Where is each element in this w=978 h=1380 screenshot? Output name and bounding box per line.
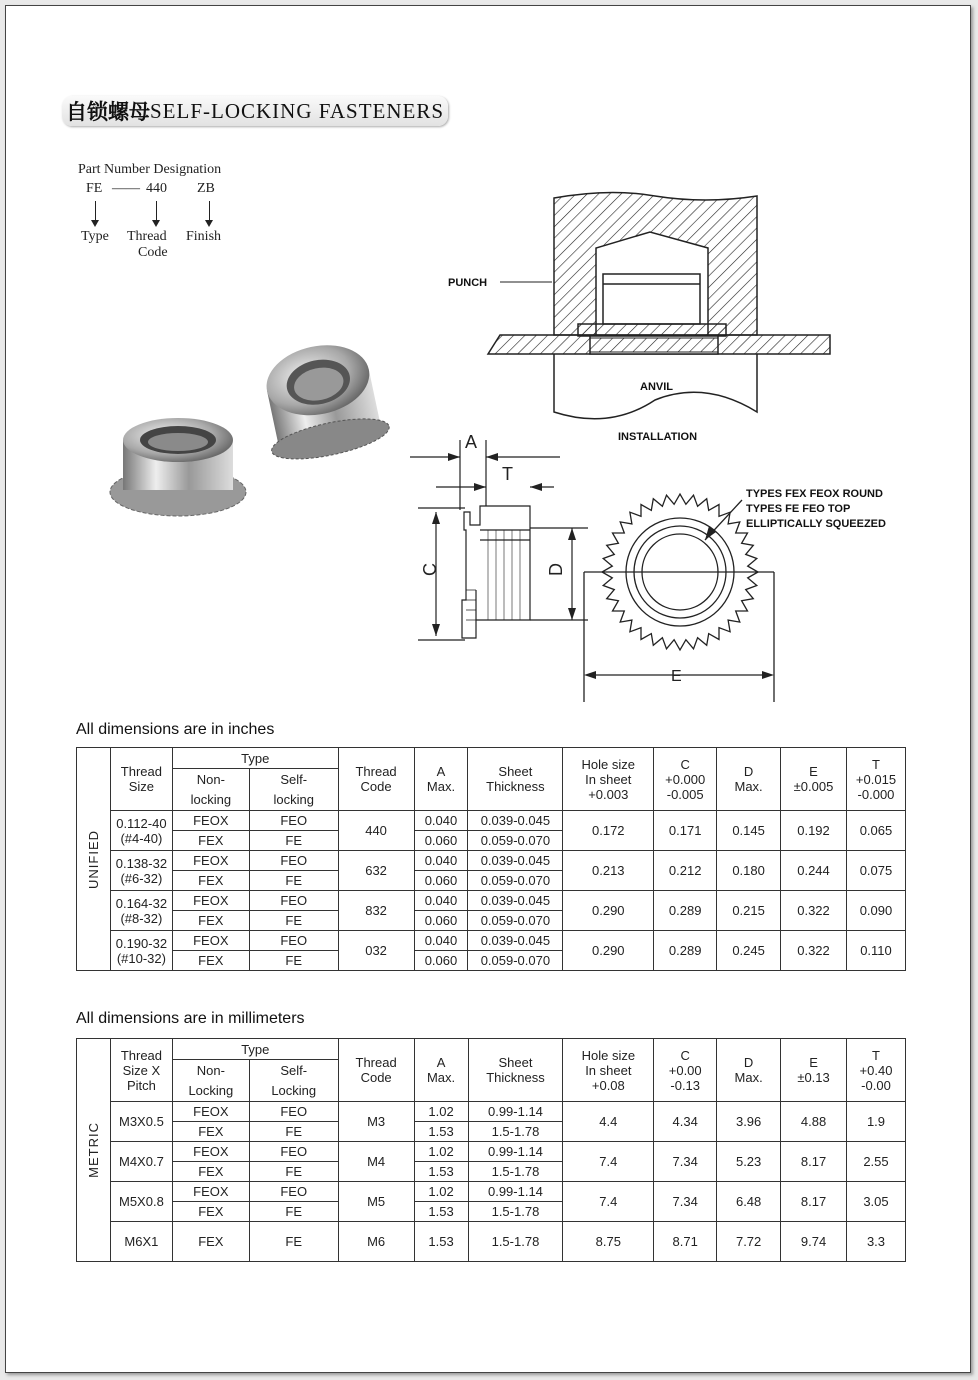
cell-self-locking: FE — [249, 1202, 338, 1222]
inch-caption: All dimensions are in inches — [76, 721, 275, 738]
header-line: In sheet — [585, 771, 632, 787]
cell-non-locking: FEOX — [172, 851, 249, 871]
cell-non-locking: FEOX — [172, 1102, 249, 1122]
cell-c: 0.212 — [654, 851, 717, 891]
header-line: E — [809, 764, 818, 779]
cell-size — [110, 1222, 172, 1262]
header-line: D — [743, 764, 754, 779]
cell-c: 8.71 — [654, 1222, 717, 1262]
cell-thread-code: M6 — [338, 1222, 414, 1262]
header-line: Hole size — [581, 1047, 636, 1063]
cell-sheet: 1.5-1.78 — [468, 1222, 563, 1262]
note-squeezed: ELLIPTICALLY SQUEEZED — [746, 518, 886, 530]
th-a — [414, 1039, 468, 1102]
cell-self-locking: FE — [249, 1162, 338, 1182]
header-line: C — [680, 756, 690, 772]
cell-c: 0.171 — [654, 811, 717, 851]
cell-t: 2.55 — [846, 1142, 905, 1182]
header-line: Size X — [122, 1062, 161, 1078]
cell-non-locking: FEOX — [172, 811, 249, 831]
cell-self-locking: FE — [249, 871, 338, 891]
code-finish: ZB — [197, 181, 215, 196]
table-row — [77, 1142, 906, 1162]
cell-sheet: 1.5-1.78 — [468, 1162, 563, 1182]
cell-hole: 0.172 — [563, 811, 654, 851]
cell-a: 0.060 — [414, 831, 468, 851]
cell-sheet: 1.5-1.78 — [468, 1122, 563, 1142]
th-non-locking — [172, 1060, 249, 1102]
cell-self-locking: FE — [249, 1222, 338, 1262]
cell-sheet: 1.5-1.78 — [468, 1202, 563, 1222]
cell-sheet: 0.99-1.14 — [468, 1102, 563, 1122]
size-line: 0.112-40 — [116, 815, 167, 831]
cell-self-locking: FEO — [249, 1182, 338, 1202]
note-round: TYPES FEX FEOX ROUND — [746, 488, 883, 500]
header-line: Thread — [355, 1055, 397, 1070]
cell-sheet: 0.039-0.045 — [468, 851, 563, 871]
size-line: (#10-32) — [116, 950, 166, 966]
cell-self-locking: FEO — [249, 1102, 338, 1122]
th-thread-size — [110, 748, 172, 811]
anvil-label: ANVIL — [640, 381, 673, 393]
header-line: Thread — [120, 764, 162, 779]
cell-a: 1.53 — [414, 1222, 468, 1262]
cell-c: 0.289 — [654, 891, 717, 931]
cell-non-locking: FEX — [172, 871, 249, 891]
header-line: Locking — [188, 1082, 234, 1098]
cell-non-locking: FEX — [172, 1202, 249, 1222]
header-line: In sheet — [585, 1062, 632, 1078]
cell-size — [110, 851, 172, 891]
installation-label: INSTALLATION — [618, 431, 698, 443]
header-line: Thread — [355, 764, 397, 779]
cell-d: 5.23 — [717, 1142, 781, 1182]
cell-d: 0.180 — [717, 851, 781, 891]
header-line: A — [436, 1055, 446, 1070]
header-line: Non- — [196, 771, 225, 787]
dash: —— — [112, 181, 140, 196]
size-line: M6X1 — [124, 1234, 159, 1249]
cell-thread-code: M4 — [338, 1142, 414, 1182]
th-c — [654, 1039, 717, 1102]
cell-t: 3.3 — [846, 1222, 905, 1262]
th-self-locking — [249, 1060, 338, 1102]
header-line: +0.00 — [668, 1062, 702, 1078]
size-line: M5X0.8 — [119, 1194, 164, 1209]
size-line: (#4-40) — [120, 830, 163, 846]
cell-sheet: 0.99-1.14 — [468, 1142, 563, 1162]
cell-sheet: 0.039-0.045 — [468, 891, 563, 911]
cell-thread-code: M5 — [338, 1182, 414, 1222]
cell-t: 0.075 — [846, 851, 905, 891]
size-line: M4X0.7 — [119, 1154, 164, 1169]
cell-non-locking: FEX — [172, 1222, 249, 1262]
table-row — [77, 891, 906, 911]
th-self-locking — [249, 769, 338, 811]
header-line: Max. — [734, 1070, 763, 1085]
side-label-cell — [77, 748, 111, 971]
table-row — [77, 1222, 906, 1262]
header-line: +0.000 — [665, 771, 706, 787]
header-line: Thickness — [486, 1070, 545, 1085]
cell-e: 8.17 — [781, 1182, 847, 1222]
cell-thread-code: 440 — [338, 811, 414, 851]
cell-size — [110, 1142, 172, 1182]
th-d — [717, 748, 781, 811]
cell-d: 0.145 — [717, 811, 781, 851]
dim-d-label: D — [546, 563, 566, 576]
header-line: -0.13 — [670, 1077, 701, 1093]
header-line: ±0.005 — [793, 779, 834, 794]
cell-d: 6.48 — [717, 1182, 781, 1222]
title-english: SELF-LOCKING FASTENERS — [150, 98, 445, 123]
cell-non-locking: FEX — [172, 1122, 249, 1142]
dim-c-label: C — [420, 563, 440, 576]
cell-hole: 4.4 — [563, 1102, 654, 1142]
cell-size — [110, 1182, 172, 1222]
th-type: Type — [172, 1039, 338, 1060]
cell-non-locking: FEOX — [172, 1182, 249, 1202]
cell-a: 0.040 — [414, 811, 468, 831]
header-line: locking — [190, 791, 232, 807]
cell-sheet: 0.039-0.045 — [468, 931, 563, 951]
code-type: FE — [86, 181, 103, 196]
cell-non-locking: FEOX — [172, 891, 249, 911]
fastener-photo — [110, 334, 392, 516]
dim-t-label: T — [502, 464, 513, 484]
th-thread-size — [110, 1039, 172, 1102]
header-line: T — [872, 756, 880, 772]
cell-a: 1.53 — [414, 1122, 468, 1142]
cell-self-locking: FEO — [249, 891, 338, 911]
th-t — [846, 1039, 905, 1102]
header-line: -0.000 — [857, 786, 895, 802]
side-label-cell — [77, 1039, 111, 1262]
cell-e: 0.192 — [781, 811, 847, 851]
header-line: T — [872, 1047, 880, 1063]
header-line: -0.00 — [861, 1077, 891, 1093]
cell-sheet: 0.039-0.045 — [468, 811, 563, 831]
header-line: Non- — [196, 1062, 225, 1078]
cell-thread-code: 832 — [338, 891, 414, 931]
th-e — [781, 1039, 847, 1102]
cell-self-locking: FEO — [249, 1142, 338, 1162]
header-line: locking — [273, 791, 314, 807]
cell-a: 1.02 — [414, 1142, 468, 1162]
cell-t: 1.9 — [846, 1102, 905, 1142]
table-row — [77, 851, 906, 871]
cell-t: 0.090 — [846, 891, 905, 931]
cell-e: 0.244 — [781, 851, 847, 891]
header-line: Thickness — [486, 779, 545, 794]
header-line: ±0.13 — [797, 1070, 830, 1085]
header-line: +0.40 — [859, 1062, 893, 1078]
cell-hole: 7.4 — [563, 1182, 654, 1222]
label-finish: Finish — [186, 229, 222, 244]
header-line: Pitch — [126, 1077, 156, 1093]
cell-c: 0.289 — [654, 931, 717, 971]
size-line: 0.190-32 — [115, 935, 168, 951]
cell-a: 0.040 — [414, 851, 468, 871]
header-line: D — [743, 1055, 754, 1070]
cell-t: 0.110 — [846, 931, 905, 971]
side-view-drawing — [410, 440, 588, 640]
cell-non-locking: FEOX — [172, 1142, 249, 1162]
cell-sheet: 0.99-1.14 — [468, 1182, 563, 1202]
cell-non-locking: FEX — [172, 1162, 249, 1182]
th-c — [654, 748, 717, 811]
cell-hole: 0.290 — [563, 891, 654, 931]
header-line: +0.003 — [588, 786, 629, 802]
header-line: Max. — [734, 779, 763, 794]
label-type: Type — [81, 229, 109, 244]
dim-e-label: E — [671, 668, 682, 685]
cell-hole: 0.290 — [563, 931, 654, 971]
cell-self-locking: FEO — [249, 931, 338, 951]
cell-c: 7.34 — [654, 1142, 717, 1182]
header-line: Max. — [426, 1070, 456, 1085]
th-non-locking — [172, 769, 249, 811]
cell-hole: 7.4 — [563, 1142, 654, 1182]
th-thread-code — [338, 748, 414, 811]
cell-thread-code: 632 — [338, 851, 414, 891]
size-line: 0.164-32 — [115, 895, 168, 911]
cell-self-locking: FE — [249, 911, 338, 931]
cell-d: 3.96 — [717, 1102, 781, 1142]
cell-size — [110, 1102, 172, 1142]
cell-a: 0.060 — [414, 871, 468, 891]
metric-dimension-table — [76, 1038, 906, 1262]
cell-sheet: 0.059-0.070 — [468, 871, 563, 891]
code-thread: 440 — [146, 181, 167, 196]
size-line: (#6-32) — [120, 870, 163, 886]
cell-thread-code: 032 — [338, 931, 414, 971]
header-line: Thread — [120, 1047, 163, 1063]
size-line: 0.138-32 — [115, 855, 168, 871]
side-label: METRIC — [85, 1122, 101, 1178]
th-thread-code — [338, 1039, 414, 1102]
label-code: Code — [138, 245, 168, 260]
cell-a: 1.02 — [414, 1102, 468, 1122]
cell-e: 9.74 — [781, 1222, 847, 1262]
cell-e: 0.322 — [781, 891, 847, 931]
header-line: Code — [360, 779, 392, 794]
th-type: Type — [172, 748, 338, 769]
table-row — [77, 931, 906, 951]
cell-non-locking: FEX — [172, 951, 249, 971]
cell-self-locking: FE — [249, 831, 338, 851]
cell-a: 1.02 — [414, 1182, 468, 1202]
cell-a: 0.060 — [414, 911, 468, 931]
title-chinese: 自锁螺母 — [66, 100, 150, 124]
cell-self-locking: FEO — [249, 851, 338, 871]
cell-t: 0.065 — [846, 811, 905, 851]
cell-d: 7.72 — [717, 1222, 781, 1262]
cell-c: 4.34 — [654, 1102, 717, 1142]
metric-caption: All dimensions are in millimeters — [76, 1010, 305, 1027]
header-line: Max. — [426, 779, 456, 794]
cell-size — [110, 931, 172, 971]
cell-d: 0.245 — [717, 931, 781, 971]
cell-self-locking: FE — [249, 951, 338, 971]
cell-t: 3.05 — [846, 1182, 905, 1222]
cell-a: 1.53 — [414, 1162, 468, 1182]
th-t — [846, 748, 905, 811]
cell-thread-code: M3 — [338, 1102, 414, 1142]
header-line: +0.08 — [591, 1077, 625, 1093]
th-hole — [563, 748, 654, 811]
table-row — [77, 1182, 906, 1202]
header-line: A — [436, 764, 446, 779]
cell-e: 4.88 — [781, 1102, 847, 1142]
cell-sheet: 0.059-0.070 — [468, 951, 563, 971]
cell-sheet: 0.059-0.070 — [468, 831, 563, 851]
header-line: Sheet — [498, 1055, 533, 1070]
note-top: TYPES FE FEO TOP — [746, 503, 851, 515]
unified-dimension-table — [76, 747, 906, 971]
th-a — [414, 748, 468, 811]
th-hole — [563, 1039, 654, 1102]
cell-d: 0.215 — [717, 891, 781, 931]
dim-a-label: A — [465, 432, 478, 452]
table-row — [77, 811, 906, 831]
header-line: Code — [360, 1070, 392, 1085]
header-line: Self- — [280, 771, 308, 787]
header-line: C — [680, 1047, 690, 1063]
cell-hole: 0.213 — [563, 851, 654, 891]
cell-non-locking: FEOX — [172, 931, 249, 951]
side-label: UNIFIED — [85, 829, 101, 889]
cell-non-locking: FEX — [172, 831, 249, 851]
cell-a: 1.53 — [414, 1202, 468, 1222]
cell-a: 0.060 — [414, 951, 468, 971]
header-line: -0.005 — [666, 786, 704, 802]
cell-size — [110, 891, 172, 931]
part-number-heading: Part Number Designation — [78, 162, 222, 177]
cell-e: 8.17 — [781, 1142, 847, 1182]
label-thread: Thread — [127, 229, 167, 244]
size-line: (#8-32) — [120, 910, 163, 926]
th-d — [717, 1039, 781, 1102]
header-line: Locking — [271, 1082, 317, 1098]
th-sheet — [468, 1039, 563, 1102]
cell-c: 7.34 — [654, 1182, 717, 1222]
header-line: Sheet — [498, 764, 533, 779]
cell-e: 0.322 — [781, 931, 847, 971]
header-line: Hole size — [581, 756, 635, 772]
header-line: Size — [128, 779, 155, 794]
th-e — [781, 748, 847, 811]
cell-a: 0.040 — [414, 891, 468, 911]
cell-size — [110, 811, 172, 851]
size-line: M3X0.5 — [119, 1114, 164, 1129]
cell-hole: 8.75 — [563, 1222, 654, 1262]
cell-self-locking: FEO — [249, 811, 338, 831]
cell-a: 0.040 — [414, 931, 468, 951]
punch-label: PUNCH — [448, 277, 488, 289]
header-line: E — [809, 1055, 818, 1070]
header-line: Self- — [280, 1062, 308, 1078]
table-row — [77, 1102, 906, 1122]
cell-self-locking: FE — [249, 1122, 338, 1142]
th-sheet — [468, 748, 563, 811]
cell-sheet: 0.059-0.070 — [468, 911, 563, 931]
header-line: +0.015 — [855, 771, 897, 787]
cell-non-locking: FEX — [172, 911, 249, 931]
